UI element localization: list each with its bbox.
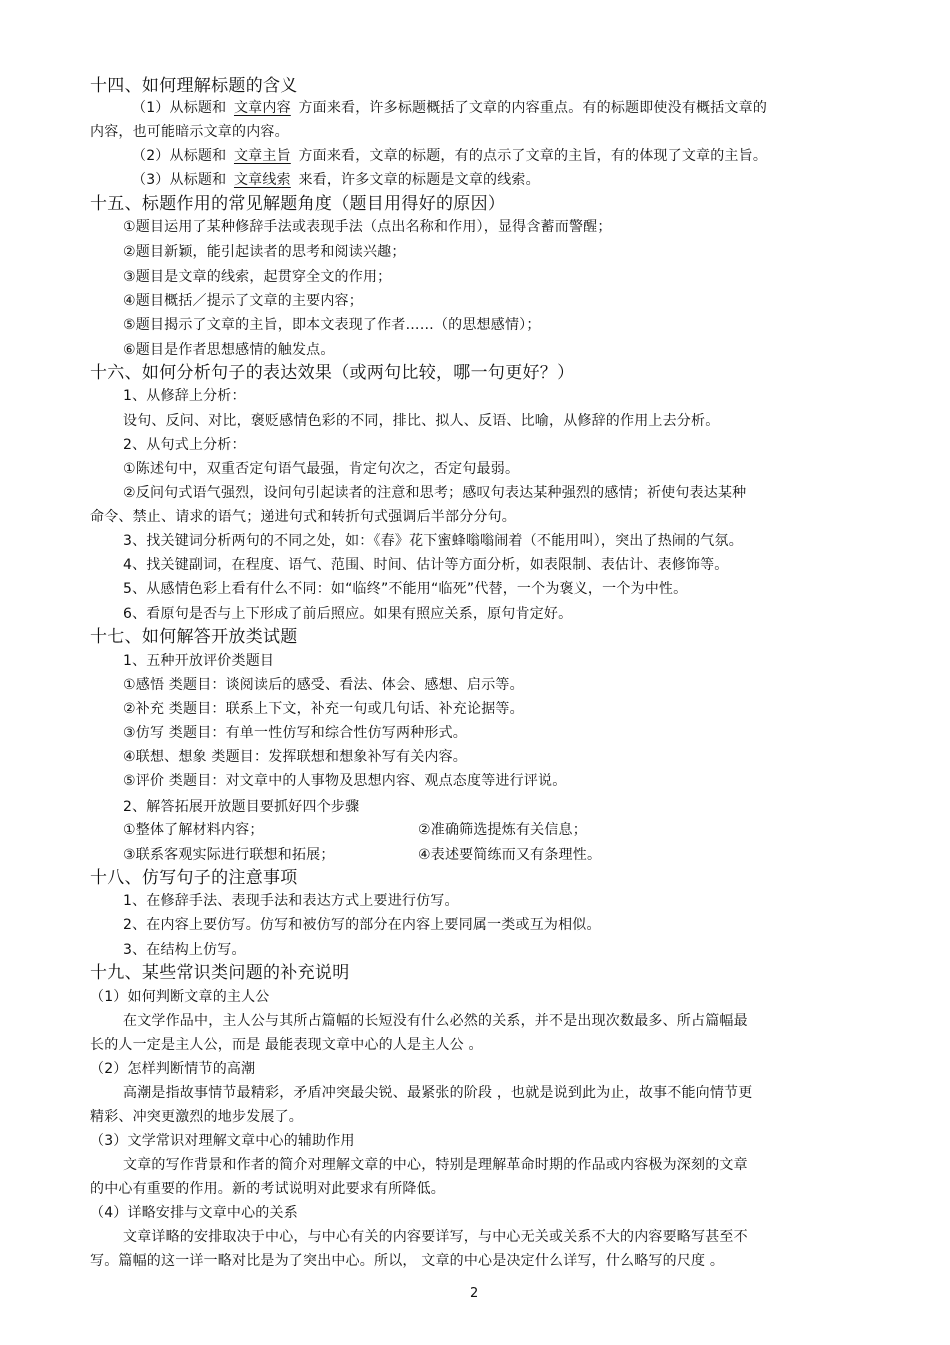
s16-line: 3、找关键词分析两句的不同之处，如：《春》花下蜜蜂嗡嗡闹着（不能用叫），突出了热闹的气氛。 <box>123 533 743 549</box>
s19-line: 文章详略的安排取决于中心，与中心有关的内容要详写，与中心无关或关系不大的内容要略写甚至不 <box>123 1229 748 1245</box>
section-16-title: 十六、如何分析句子的表达效果（或两句比较，哪一句更好？） <box>90 363 575 383</box>
page-number: 2 <box>470 1286 479 1301</box>
section-17-title: 十七、如何解答开放类试题 <box>90 627 298 647</box>
s15-item: ①题目运用了某种修辞手法或表现手法（点出名称和作用），显得含蓄而警醒； <box>123 219 612 235</box>
s17-item: ③仿写 类题目：有单一性仿写和综合性仿写两种形式。 <box>123 725 467 741</box>
s15-item: ③题目是文章的线索，起贯穿全文的作用； <box>123 269 392 285</box>
s16-line: 4、找关键副词，在程度、语气、范围、时间、估计等方面分析，如表限制、表估计、表修饰等。 <box>123 557 729 573</box>
s19-line: 的中心有重要的作用。新的考试说明对此要求有所降低。 <box>90 1181 445 1197</box>
s16-line: 6、看原句是否与上下形成了前后照应。如果有照应关系，原句肯定好。 <box>123 606 573 622</box>
s17-line: 2、解答拓展开放题目要抓好四个步骤 <box>123 799 360 815</box>
s14-para-2 <box>132 146 767 166</box>
s14-p2-underlined: 文章主旨 <box>233 148 291 164</box>
s17-item: ②补充 类题目：联系上下文，补充一句或几句话、补充论据等。 <box>123 701 524 717</box>
s17-line: 1、五种开放评价类题目 <box>123 653 275 669</box>
s18-item: 1、在修辞手法、表现手法和表达方式上要进行仿写。 <box>123 893 459 909</box>
s14-para-1-cont: 内容，也可能暗示文章的内容。 <box>90 124 289 140</box>
s19-line: 高潮是指故事情节最精彩，矛盾冲突最尖锐、最紧张的阶段 ，也就是说到此为止，故事不能向情节更 <box>123 1085 753 1101</box>
s14-p2-pre: （2）从标题和 <box>132 148 227 164</box>
s16-line: 5、从感情色彩上看有什么不同：如“临终”不能用“临死”代替，一个为褒义，一个为中性。 <box>123 581 688 597</box>
s19-line: 写。篇幅的这一详一略对比是为了突出中心。所以， 文章的中心是决定什么详写，什么略写的尺度 。 <box>90 1253 725 1269</box>
s17-step: ②准确筛选提炼有关信息； <box>418 822 587 838</box>
s15-item: ⑤题目揭示了文章的主旨，即本文表现了作者……（的思想感情）； <box>123 317 541 333</box>
s19-line: 文章的写作背景和作者的简介对理解文章的中心，特别是理解革命时期的作品或内容极为深刻的文章 <box>123 1157 748 1173</box>
s15-item: ②题目新颖，能引起读者的思考和阅读兴趣； <box>123 244 406 260</box>
s19-line: 长的人一定是主人公，而是 最能表现文章中心的人是主人公 。 <box>90 1037 483 1053</box>
s16-line: ②反问句式语气强烈，设问句引起读者的注意和思考；感叹句表达某种强烈的感情；祈使句表达某种 <box>123 485 747 501</box>
s19-subheading: （1）如何判断文章的主人公 <box>90 989 270 1005</box>
s14-p3-post: 来看，许多文章的标题是文章的线索。 <box>298 172 540 188</box>
s14-p1-pre: （1）从标题和 <box>132 100 227 116</box>
s17-step: ①整体了解材料内容； <box>123 822 264 838</box>
s17-step: ③联系客观实际进行联想和拓展； <box>123 847 335 863</box>
section-14-title: 十四、如何理解标题的含义 <box>90 76 298 96</box>
s18-item: 2、在内容上要仿写。仿写和被仿写的部分在内容上要同属一类或互为相似。 <box>123 917 601 933</box>
s16-line: 设句、反问、对比，褒贬感情色彩的不同，排比、拟人、反语、比喻，从修辞的作用上去分析。 <box>123 413 720 429</box>
s14-p1-post: 方面来看，许多标题概括了文章的内容重点。有的标题即使没有概括文章的 <box>298 100 768 116</box>
s17-item: ①感悟 类题目：谈阅读后的感受、看法、体会、感想、启示等。 <box>123 677 524 693</box>
section-18-title: 十八、仿写句子的注意事项 <box>90 868 298 888</box>
section-19-title: 十九、某些常识类问题的补充说明 <box>90 963 350 983</box>
s19-line: 在文学作品中，主人公与其所占篇幅的长短没有什么必然的关系，并不是出现次数最多、所占篇幅最 <box>123 1013 748 1029</box>
s16-line: 1、从修辞上分析： <box>123 388 246 404</box>
s14-para-1 <box>132 98 767 118</box>
s16-line: 命令、禁止、请求的语气；递进句式和转折句式强调后半部分分句。 <box>90 509 516 525</box>
s14-para-3 <box>132 170 540 190</box>
s16-line: 2、从句式上分析： <box>123 437 246 453</box>
s19-subheading: （4）详略安排与文章中心的关系 <box>90 1205 298 1221</box>
s14-p3-pre: （3）从标题和 <box>132 172 227 188</box>
s15-item: ④题目概括／提示了文章的主要内容； <box>123 293 363 309</box>
s18-item: 3、在结构上仿写。 <box>123 942 246 958</box>
s14-p2-post: 方面来看，文章的标题，有的点示了文章的主旨，有的体现了文章的主旨。 <box>298 148 768 164</box>
s17-step: ④表述要简练而又有条理性。 <box>418 847 602 863</box>
s14-p1-underlined: 文章内容 <box>233 100 291 116</box>
section-15-title: 十五、标题作用的常见解题角度（题目用得好的原因） <box>90 194 506 214</box>
s17-item: ⑤评价 类题目：对文章中的人事物及思想内容、观点态度等进行评说。 <box>123 773 567 789</box>
s19-subheading: （3）文学常识对理解文章中心的辅助作用 <box>90 1133 355 1149</box>
s19-subheading: （2）怎样判断情节的高潮 <box>90 1061 256 1077</box>
s19-line: 精彩、冲突更激烈的地步发展了。 <box>90 1109 303 1125</box>
s14-p3-underlined: 文章线索 <box>233 172 291 188</box>
s15-item: ⑥题目是作者思想感情的触发点。 <box>123 342 335 358</box>
s17-item: ④联想、想象 类题目：发挥联想和想象补写有关内容。 <box>123 749 467 765</box>
s16-line: ①陈述句中，双重否定句语气最强，肯定句次之，否定句最弱。 <box>123 461 520 477</box>
